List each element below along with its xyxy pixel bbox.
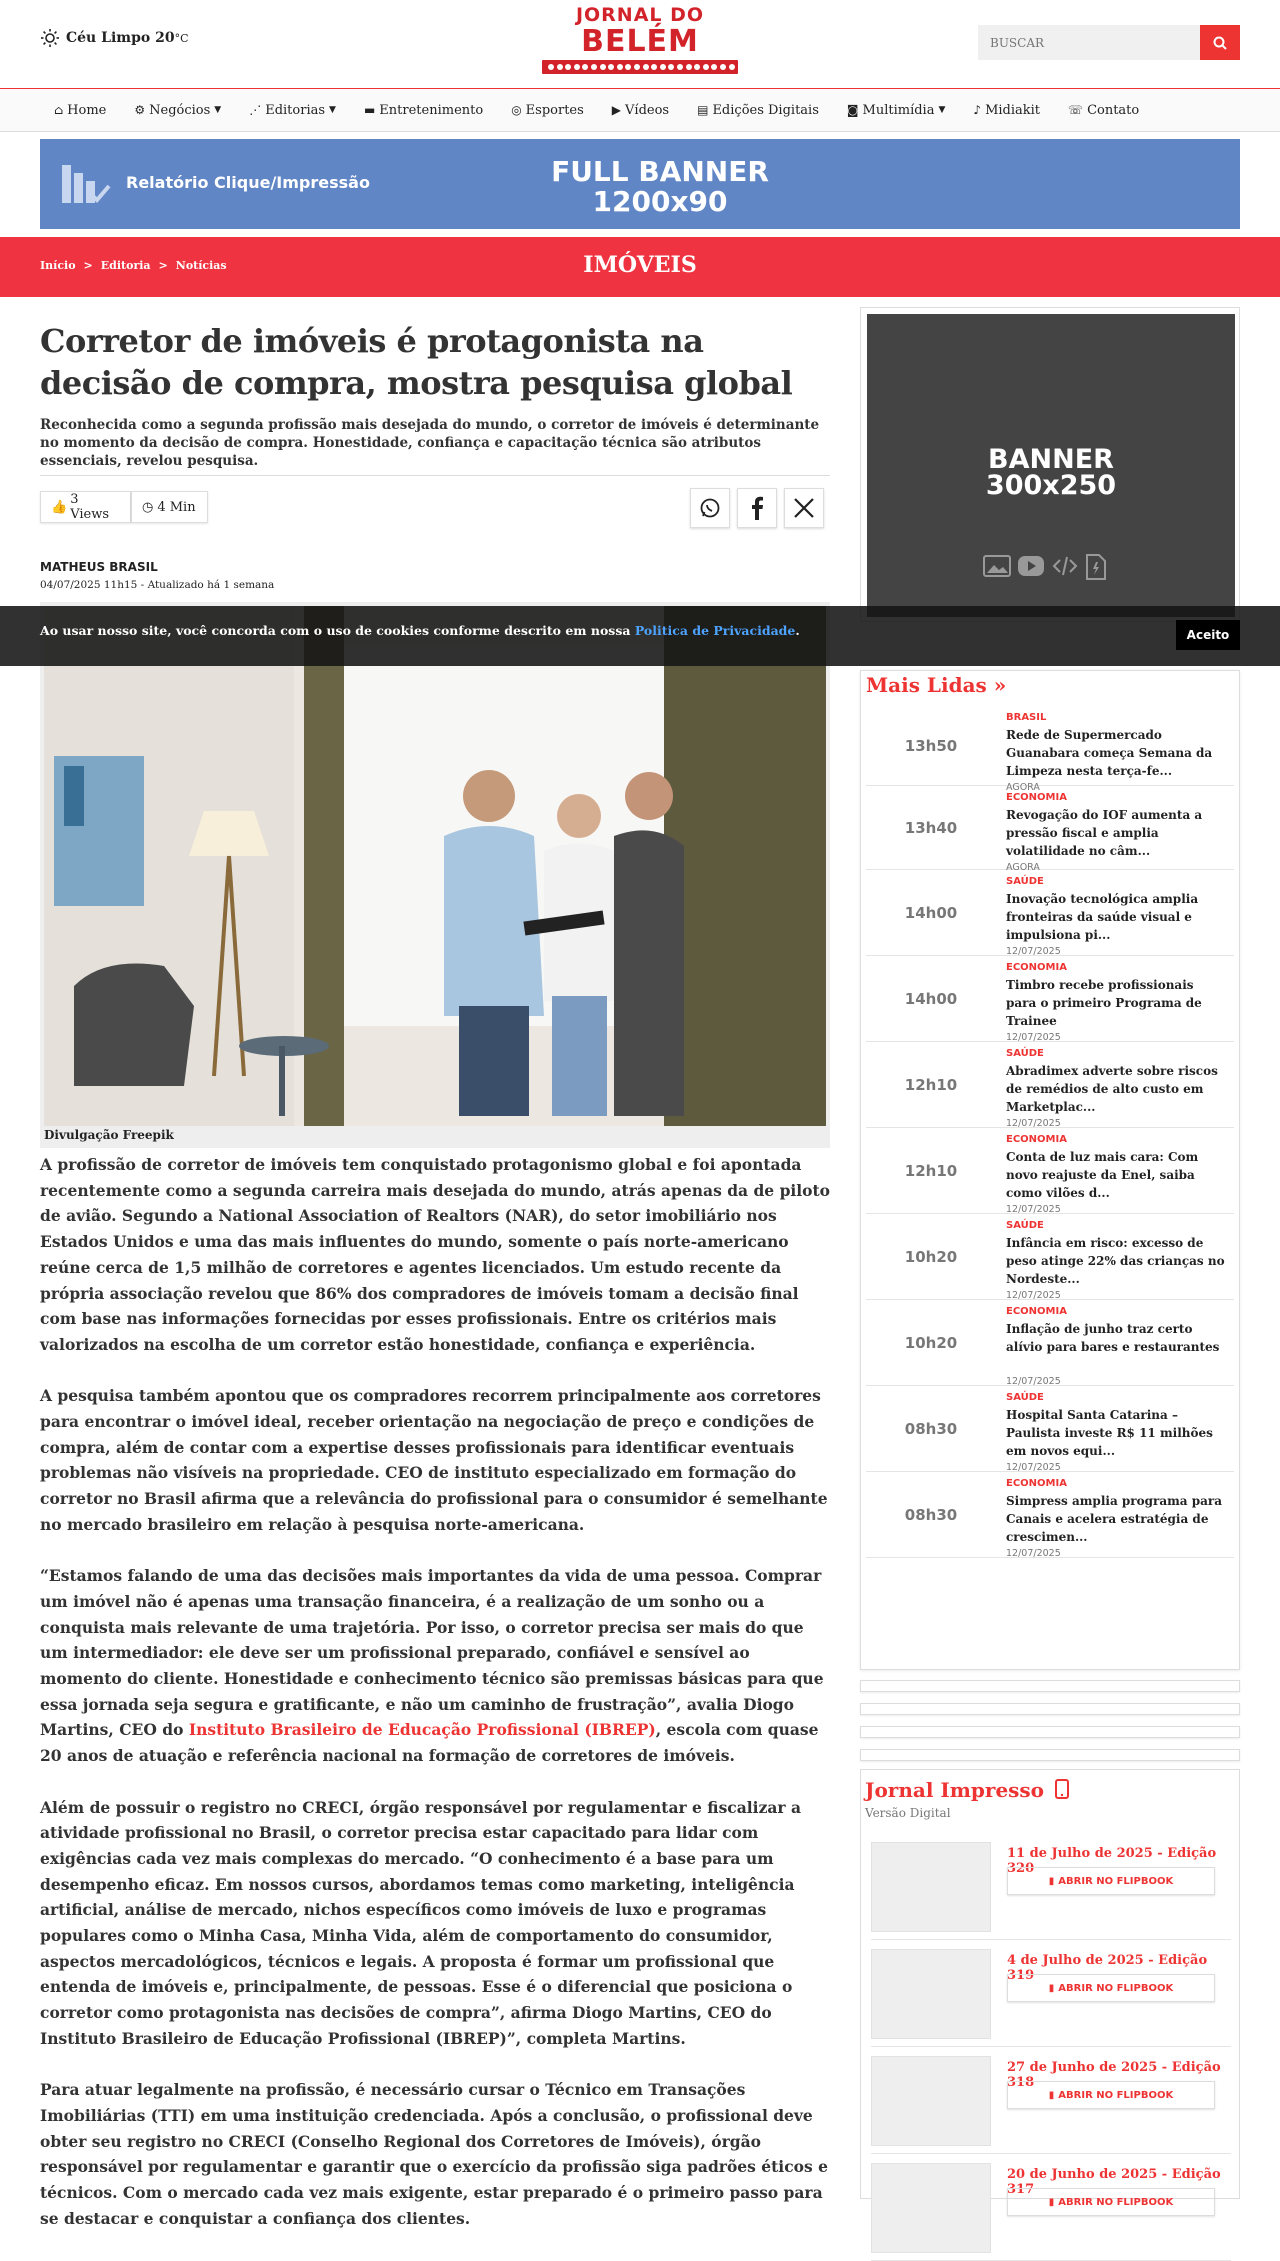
nav-item-label: Vídeos xyxy=(625,102,670,118)
cookie-tail: . xyxy=(795,623,800,638)
article-body xyxy=(40,1152,830,2257)
book-icon: ▤ xyxy=(697,103,709,117)
views-badge xyxy=(40,491,131,523)
mais-lidas-title-link[interactable]: Timbro recebe profissionais para o primeiro Programa de Trainee xyxy=(1006,978,1202,1028)
nav-item-label: Editorias xyxy=(265,102,326,118)
mais-lidas-title-link[interactable]: Inflação de junho traz certo alívio para bares e restaurantes xyxy=(1006,1322,1220,1354)
article-author[interactable]: MATHEUS BRASIL xyxy=(40,560,158,574)
section-title: IMÓVEIS xyxy=(583,252,697,278)
site-logo[interactable] xyxy=(540,4,740,80)
code-icon xyxy=(1051,554,1079,578)
clock-icon: ◷ xyxy=(142,499,154,515)
mais-lidas-item[interactable] xyxy=(866,1128,1234,1214)
sun-icon xyxy=(40,28,60,48)
breadcrumb-separator: > xyxy=(83,259,93,272)
x-share-button[interactable] xyxy=(784,488,824,528)
nav-item-label: Edições Digitais xyxy=(712,102,819,118)
nav-item-edicoes-digitais[interactable] xyxy=(697,103,819,118)
breadcrumb xyxy=(40,259,235,272)
paragraph-1: A profissão de corretor de imóveis tem conquistado protagonismo global e foi apontada recentemente como a segunda carreira mais desejada do mundo, atrás apenas da de piloto de avião. Segundo a National Association of Realtors (NAR), do setor imobiliário nos Estados Unidos e uma das mais influentes do mundo, somente o país norte-americano reúne cerca de 1,5 milhão de corretores e agentes licenciados. Um estudo recente da própria associação revelou que 86% dos compradores de imóveis tomam a decisão final com base nas informações fornecidas por esses profissionais. Entre os critérios mais valorizados na escolha de um corretor estão honestidade, confiança e experiência. xyxy=(40,1155,831,1354)
mais-lidas-date: 12/07/2025 xyxy=(1006,946,1061,957)
banner-size-text xyxy=(480,157,840,217)
mais-lidas-title-link[interactable]: Rede de Supermercado Guanabara começa Semana da Limpeza nesta terça-fe... xyxy=(1006,728,1213,778)
file-pdf-icon: ▮ xyxy=(1048,2089,1055,2101)
cookie-message: Ao usar nosso site, você concorda com o uso de cookies conforme descrito em nossa xyxy=(40,623,635,638)
mais-lidas-title-link[interactable]: Inovação tecnológica amplia fronteiras da saúde visual e impulsiona pi... xyxy=(1006,892,1199,942)
nav-item-label: Home xyxy=(67,102,107,118)
paragraph-4: Para atuar legalmente na profissão, é necessário cursar o Técnico em Transações Imobiliárias (TTI) em uma instituição credenciada. Após a conclusão, o profissional deve obter seu registro no CRECI (Conselho Regional dos Corretores de Imóveis), órgão responsável por regulamentar e garantir que o exercício da profissão siga padrões éticos e técnicos. Com o mercado cada vez mais exigente, estar preparado é o primeiro passo para se destacar e conquistar a confiança dos clientes. xyxy=(40,2080,828,2228)
weather-widget xyxy=(40,28,188,48)
mais-lidas-date: 12/07/2025 xyxy=(1006,1548,1061,1559)
camera-icon: ◙ xyxy=(846,103,859,117)
mais-lidas-item[interactable] xyxy=(866,706,1234,793)
search-button[interactable] xyxy=(1200,25,1240,60)
edition-thumbnail[interactable] xyxy=(871,1949,991,2039)
banner-300x250-ad[interactable] xyxy=(860,307,1240,622)
banner300-line1: BANNER xyxy=(988,444,1114,475)
facebook-share-button[interactable] xyxy=(737,488,777,528)
empty-widget-4 xyxy=(860,1749,1240,1761)
mais-lidas-item[interactable] xyxy=(866,786,1234,873)
mais-lidas-time: 08h30 xyxy=(904,1506,958,1524)
cookie-banner xyxy=(0,606,1280,666)
flipbook-label: ABRIR NO FLIPBOOK xyxy=(1058,1875,1174,1887)
edition-thumbnail[interactable] xyxy=(871,2163,991,2253)
search-bar xyxy=(978,25,1240,60)
nav-item-label: Esportes xyxy=(525,102,584,118)
mais-lidas-date: 12/07/2025 xyxy=(1006,1290,1061,1301)
mais-lidas-date: 12/07/2025 xyxy=(1006,1032,1061,1043)
mais-lidas-title-link[interactable]: Abradimex adverte sobre riscos de remédios de alto custo em Marketplac... xyxy=(1006,1064,1218,1114)
mais-lidas-title-link[interactable]: Revogação do IOF aumenta a pressão fiscal e amplia volatilidade no câm... xyxy=(1006,808,1203,858)
mais-lidas-time: 08h30 xyxy=(904,1420,958,1438)
open-flipbook-button[interactable] xyxy=(1007,2188,1215,2216)
file-pdf-icon: ▮ xyxy=(1048,1982,1055,1994)
article-meta-row xyxy=(40,475,830,530)
paragraph-2: A pesquisa também apontou que os compradores recorrem principalmente aos corretores para encontrar o imóvel ideal, receber orientação na negociação de preço e condições de compra, além de contar com a expertise desses profissionais para identificar eventuais problemas não visíveis na propriedade. CEO de instituto especializado em formação do corretor no Brasil afirma que a relevância do profissional para o consumidor é semelhante no mercado brasileiro em relação à pesquisa norte-americana. xyxy=(40,1386,828,1534)
home-icon: ⌂ xyxy=(54,103,64,117)
mais-lidas-time: 12h10 xyxy=(904,1076,958,1094)
mais-lidas-category[interactable]: ECONOMIA xyxy=(1006,1478,1067,1489)
mais-lidas-item[interactable] xyxy=(866,1386,1234,1472)
bell-icon: ♪ xyxy=(973,103,982,117)
breadcrumb-item[interactable]: Notícias xyxy=(175,259,227,272)
cookie-text xyxy=(40,623,800,638)
caret-down-icon: ▼ xyxy=(329,105,336,115)
quote-tail: , escola com quase 20 anos de atuação e referência nacional na formação de corretores de imóveis. xyxy=(40,1720,819,1766)
paragraph-3: Além de possuir o registro no CRECI, órgão responsável por regulamentar e fiscalizar a atividade profissional no Brasil, o corretor precisa estar capacitado para lidar com exigências cada vez mais complexas do mercado. “O conhecimento é a base para um desempenho eficaz. Em nossos cursos, abordamos temas como marketing, inteligência artificial, análise de mercado, nichos específicos como imóveis de luxo e programas populares como o Minha Casa, Minha Vida, além de comportamento do consumidor, aspectos mercadológicos, técnicos e legais. A proposta é formar um profissional que entenda de imóveis e, principalmente, de pessoas. Esse é o diferencial que posiciona o corretor como protagonista nas decisões de compra”, afirma Diogo Martins, CEO do Instituto Brasileiro de Educação Profissional (IBREP)”, completa Martins. xyxy=(40,1797,802,2048)
mais-lidas-category[interactable]: SAÚDE xyxy=(1006,1392,1044,1403)
weather-unit: °C xyxy=(174,31,189,45)
mais-lidas-time: 10h20 xyxy=(904,1334,958,1352)
banner-line2: 1200x90 xyxy=(592,185,728,218)
mais-lidas-title-link[interactable]: Hospital Santa Catarina – Paulista investe R$ 11 milhões em novos equi... xyxy=(1006,1408,1213,1458)
facebook-icon xyxy=(750,496,764,520)
caret-down-icon: ▼ xyxy=(214,105,222,115)
nav-item-editorias[interactable] xyxy=(249,103,336,118)
edition-title[interactable]: 27 de Junho de 2025 - Edição 318 xyxy=(1007,2060,1221,2090)
mais-lidas-time: 13h50 xyxy=(904,737,958,755)
gear-icon: ⚙ xyxy=(134,103,146,117)
whatsapp-icon xyxy=(699,497,721,519)
read-time-badge xyxy=(131,491,208,523)
breadcrumb-item[interactable]: Início xyxy=(40,259,76,272)
edition-item xyxy=(871,2153,1231,2261)
nav-item-home[interactable] xyxy=(54,103,106,118)
mais-lidas-category[interactable]: ECONOMIA xyxy=(1006,1306,1067,1317)
edition-item xyxy=(871,2046,1231,2154)
nav-item-label: Entretenimento xyxy=(379,102,484,118)
mais-lidas-date: 12/07/2025 xyxy=(1006,1376,1061,1387)
section-bar xyxy=(0,237,1280,297)
nav-item-midiakit[interactable] xyxy=(973,103,1040,118)
mais-lidas-item[interactable] xyxy=(866,956,1234,1042)
mais-lidas-title-link[interactable]: Simpress amplia programa para Canais e acelera estratégia de crescimen... xyxy=(1006,1494,1223,1544)
mais-lidas-title[interactable]: Mais Lidas » xyxy=(866,673,1007,697)
impresso-subtitle: Versão Digital xyxy=(865,1806,951,1820)
file-pdf-icon: ▮ xyxy=(1048,2196,1055,2208)
open-flipbook-button[interactable] xyxy=(1007,2081,1215,2109)
quote-text: “Estamos falando de uma das decisões mais importantes da vida de uma pessoa. Comprar um imóvel não é apenas uma transação financeira, é a realização de um sonho ou a conquista mais relevante de uma trajetória. Por isso, o corretor precisa ser mais do que um intermediador: ele deve ser um profissional preparado, confiável e sensível ao momento do cliente. Honestidade e conhecimento técnico são premissas básicas para que essa jornada seja segura e gratificante, e não um caminho de frustração”, avalia Diogo Martins, CEO do xyxy=(40,1566,824,1740)
main-nav xyxy=(0,89,1280,132)
mais-lidas-category[interactable]: SAÚDE xyxy=(1006,876,1044,887)
banner-line1: FULL BANNER xyxy=(551,155,769,188)
mais-lidas-category[interactable]: ECONOMIA xyxy=(1006,1134,1067,1145)
ball-icon: ◎ xyxy=(511,103,522,117)
article-photo xyxy=(40,602,830,1148)
mais-lidas-title-link[interactable]: Conta de luz mais cara: Com novo reajuste da Enel, saiba como vilões d... xyxy=(1006,1150,1199,1200)
edition-title[interactable]: 11 de Julho de 2025 - Edição 320 xyxy=(1007,1846,1217,1876)
empty-widget-3 xyxy=(860,1726,1240,1738)
full-banner-ad[interactable] xyxy=(40,139,1240,229)
mais-lidas-item[interactable] xyxy=(866,1300,1234,1386)
weather-label: Céu Limpo 20 xyxy=(66,30,175,46)
cookie-accept-button[interactable]: Aceito xyxy=(1176,620,1240,650)
mais-lidas-category[interactable]: SAÚDE xyxy=(1006,1048,1044,1059)
nav-item-entretenimento[interactable] xyxy=(364,103,483,118)
edition-title[interactable]: 20 de Junho de 2025 - Edição 317 xyxy=(1007,2167,1221,2197)
flipbook-label: ABRIR NO FLIPBOOK xyxy=(1058,1982,1174,1994)
mais-lidas-title-link[interactable]: Infância em risco: excesso de peso atinge 22% das crianças no Nordeste... xyxy=(1006,1236,1225,1286)
nav-item-esportes[interactable] xyxy=(511,103,584,118)
flash-file-icon xyxy=(1085,554,1107,580)
mais-lidas-time: 14h00 xyxy=(904,904,958,922)
phone-icon: ☏ xyxy=(1068,103,1084,117)
mais-lidas-category[interactable]: SAÚDE xyxy=(1006,1220,1044,1231)
file-pdf-icon: ▮ xyxy=(1048,1875,1055,1887)
flipbook-label: ABRIR NO FLIPBOOK xyxy=(1058,2089,1174,2101)
nav-item-label: Negócios xyxy=(149,102,211,118)
article-date: 04/07/2025 11h15 - Atualizado há 1 semana xyxy=(40,579,275,591)
banner300-line2: 300x250 xyxy=(985,470,1117,501)
nav-item-label: Midiakit xyxy=(985,102,1041,118)
edition-title[interactable]: 4 de Julho de 2025 - Edição 319 xyxy=(1007,1953,1208,1983)
search-icon xyxy=(1213,36,1227,50)
edition-thumbnail[interactable] xyxy=(871,1842,991,1932)
caret-down-icon: ▼ xyxy=(938,105,946,115)
empty-widget-2 xyxy=(860,1703,1240,1715)
nav-item-label: Contato xyxy=(1087,102,1140,118)
mais-lidas-time: 12h10 xyxy=(904,1162,958,1180)
play-icon: ▶ xyxy=(611,103,622,117)
mais-lidas-item[interactable] xyxy=(866,870,1234,956)
tv-icon: ▬ xyxy=(363,103,376,117)
mais-lidas-date: AGORA xyxy=(1006,862,1040,873)
mais-lidas-category[interactable]: ECONOMIA xyxy=(1006,792,1067,803)
thumbs-up-icon: 👍 xyxy=(51,499,68,515)
privacy-policy-link[interactable]: Politica de Privacidade xyxy=(634,623,796,638)
nav-item-negocios[interactable] xyxy=(134,103,221,118)
article-headline: Corretor de imóveis é protagonista na decisão de compra, mostra pesquisa global xyxy=(40,322,793,402)
realtor-couple-photo xyxy=(44,606,826,1126)
x-icon xyxy=(793,497,815,519)
article-lead: Reconhecida como a segunda profissão mais desejada do mundo, o corretor de imóveis é determinante no momento da decisão de compra. Honestidade, confiança e capacitação técnica são atributos essenciais, revelou pesquisa. xyxy=(40,417,820,469)
banner300-text xyxy=(867,444,1235,501)
report-chart-icon xyxy=(60,159,112,207)
mais-lidas-time: 10h20 xyxy=(904,1248,958,1266)
read-time: 4 Min xyxy=(157,499,196,515)
ibrep-link[interactable]: Instituto Brasileiro de Educação Profissional (IBREP) xyxy=(188,1720,656,1740)
mais-lidas-date: AGORA xyxy=(1006,782,1040,793)
edition-item xyxy=(871,1939,1231,2047)
mais-lidas-widget xyxy=(860,670,1240,1670)
mais-lidas-category[interactable]: ECONOMIA xyxy=(1006,962,1067,973)
impresso-title xyxy=(865,1778,1069,1802)
jornal-impresso-widget xyxy=(860,1769,1240,2208)
edition-item xyxy=(871,1832,1231,1940)
nav-item-contato[interactable] xyxy=(1068,103,1139,118)
image-icon xyxy=(983,554,1011,578)
mais-lidas-item[interactable] xyxy=(866,1214,1234,1300)
mais-lidas-date: 12/07/2025 xyxy=(1006,1204,1061,1215)
views-count: 3 Views xyxy=(70,492,109,522)
banner-report-label: Relatório Clique/Impressão xyxy=(126,173,370,192)
search-input[interactable] xyxy=(978,25,1200,60)
video-icon xyxy=(1017,554,1045,578)
breadcrumb-item[interactable]: Editoria xyxy=(100,259,151,272)
breadcrumb-separator: > xyxy=(158,259,168,272)
open-flipbook-button[interactable] xyxy=(1007,1974,1215,2002)
logo-line2: BELÉM xyxy=(581,24,699,59)
mais-lidas-category[interactable]: BRASIL xyxy=(1006,712,1047,723)
nav-item-videos[interactable] xyxy=(612,103,669,118)
photo-caption: Divulgação Freepik xyxy=(44,1128,174,1142)
top-header xyxy=(0,0,1280,89)
mais-lidas-time: 14h00 xyxy=(904,990,958,1008)
logo-line1: JORNAL DO xyxy=(575,4,705,26)
mais-lidas-item[interactable] xyxy=(866,1042,1234,1128)
impresso-title-text: Jornal Impresso xyxy=(865,1778,1045,1802)
nav-item-multimidia[interactable] xyxy=(847,103,946,118)
mobile-icon xyxy=(1055,1779,1069,1799)
whatsapp-share-button[interactable] xyxy=(690,488,730,528)
rss-icon: ⋰ xyxy=(249,103,262,117)
mais-lidas-time: 13h40 xyxy=(904,819,958,837)
mais-lidas-item[interactable] xyxy=(866,1472,1234,1558)
nav-item-label: Multimídia xyxy=(862,102,935,118)
banner-format-icons xyxy=(983,554,1107,580)
open-flipbook-button[interactable] xyxy=(1007,1867,1215,1895)
mais-lidas-date: 12/07/2025 xyxy=(1006,1462,1061,1473)
mais-lidas-date: 12/07/2025 xyxy=(1006,1118,1061,1129)
logo-strip xyxy=(542,60,738,74)
paragraph-quote xyxy=(40,1563,830,1769)
edition-thumbnail[interactable] xyxy=(871,2056,991,2146)
empty-widget-1 xyxy=(860,1680,1240,1692)
flipbook-label: ABRIR NO FLIPBOOK xyxy=(1058,2196,1174,2208)
